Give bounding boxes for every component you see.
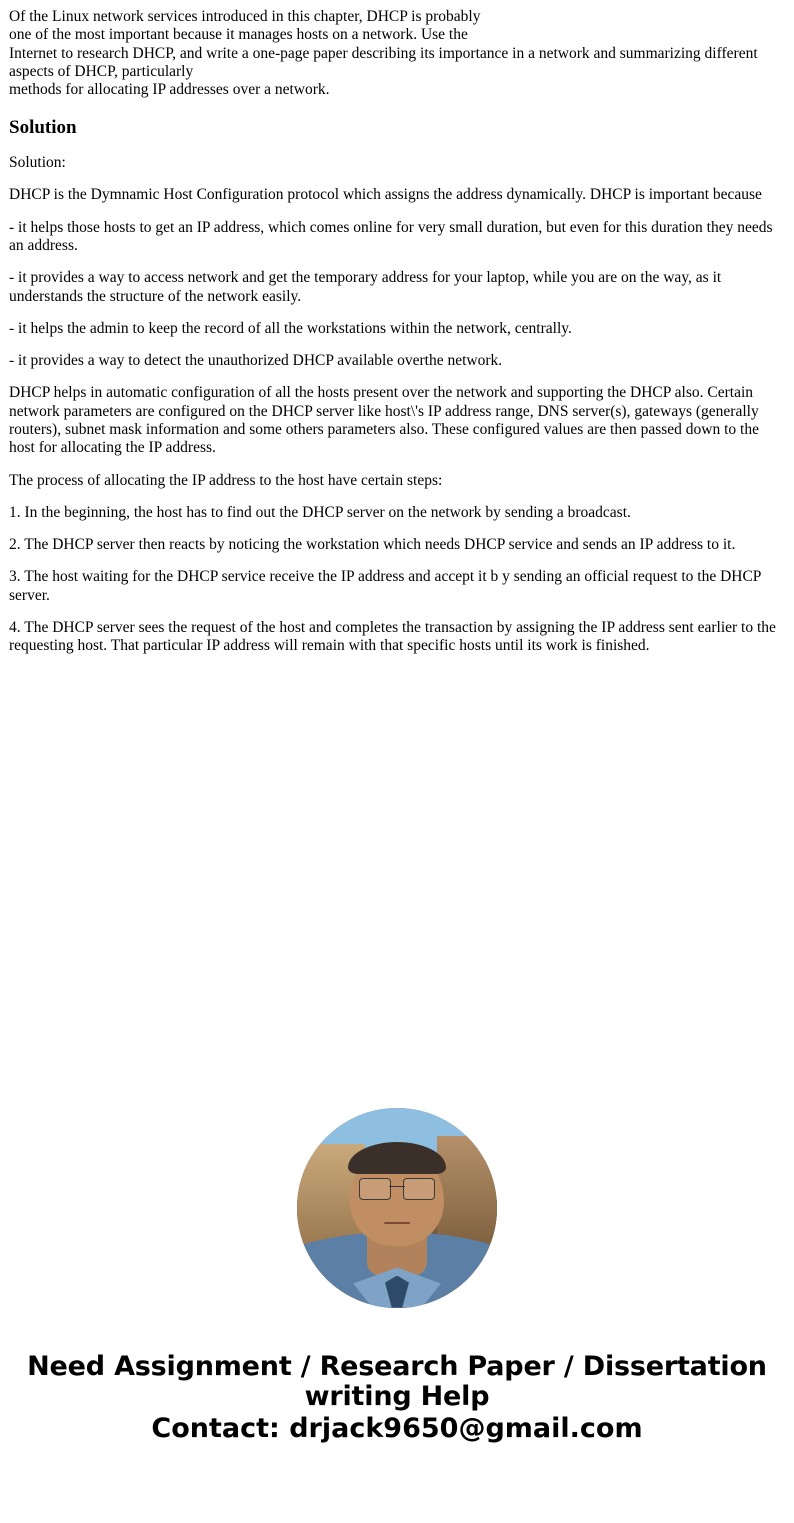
avatar-container <box>9 1108 785 1308</box>
footer-headline: Need Assignment / Research Paper / Dissertation writing Help <box>27 1350 767 1412</box>
answer-paragraph: 3. The host waiting for the DHCP service receive the IP address and accept it b y sending an official request to the DHCP server. <box>9 568 761 604</box>
question-line-3: Internet to research DHCP, and write a one-page paper describing its importance in a network and summarizing different aspects of DHCP, particularly <box>9 44 758 80</box>
answer-paragraph: 4. The DHCP server sees the request of the host and completes the transaction by assigning the IP address sent earlier to the requesting host. That particular IP address will remain with that specific hosts until its work is finished. <box>9 618 776 655</box>
answer-block <box>9 154 785 655</box>
question-line-2: one of the most important because it manages hosts on a network. Use the <box>9 26 468 44</box>
answer-paragraph: 1. In the beginning, the host has to find out the DHCP server on the network by sending a broadcast. <box>9 503 631 521</box>
answer-paragraph: The process of allocating the IP address to the host have certain steps: <box>9 471 443 489</box>
avatar-mouth <box>384 1222 410 1225</box>
question-block <box>9 8 785 99</box>
footer-contact: Contact: drjack9650@gmail.com <box>151 1413 643 1445</box>
answer-paragraph: - it provides a way to access network and get the temporary address for your laptop, while you are on the way, as it understands the structure of the network easily. <box>9 269 722 305</box>
avatar-glasses-bridge <box>389 1186 405 1188</box>
answer-paragraph: Solution: <box>9 154 66 172</box>
answer-paragraph: DHCP is the Dymnamic Host Configuration protocol which assigns the address dynamically. DHCP is important because <box>9 186 762 204</box>
page-spacer <box>9 656 785 1096</box>
avatar-glasses-left <box>359 1178 391 1200</box>
answer-paragraph: - it provides a way to detect the unauthorized DHCP available overthe network. <box>9 352 503 370</box>
answer-paragraph: DHCP helps in automatic configuration of all the hosts present over the network and supporting the DHCP also. Certain network parameters are configured on the DHCP server like host\'s IP address range, DNS server(s), gateways (generally routers), subnet mask information and some others parameters also. These configured values are then passed down to the host for allocating the IP address. <box>9 384 759 457</box>
answer-paragraph: - it helps the admin to keep the record of all the workstations within the network, centrally. <box>9 319 572 337</box>
question-line-1: Of the Linux network services introduced in this chapter, DHCP is probably <box>9 8 481 25</box>
avatar-glasses-right <box>403 1178 435 1200</box>
question-text <box>9 8 785 99</box>
question-line-4: methods for allocating IP addresses over a network. <box>9 81 330 99</box>
avatar <box>297 1108 497 1308</box>
answer-paragraph: 2. The DHCP server then reacts by noticing the workstation which needs DHCP service and sends an IP address to it. <box>9 536 736 554</box>
footer-promo <box>9 1352 785 1445</box>
answer-paragraph: - it helps those hosts to get an IP address, which comes online for very small duration, but even for this duration they needs an address. <box>9 218 773 255</box>
solution-heading: Solution <box>9 117 77 139</box>
